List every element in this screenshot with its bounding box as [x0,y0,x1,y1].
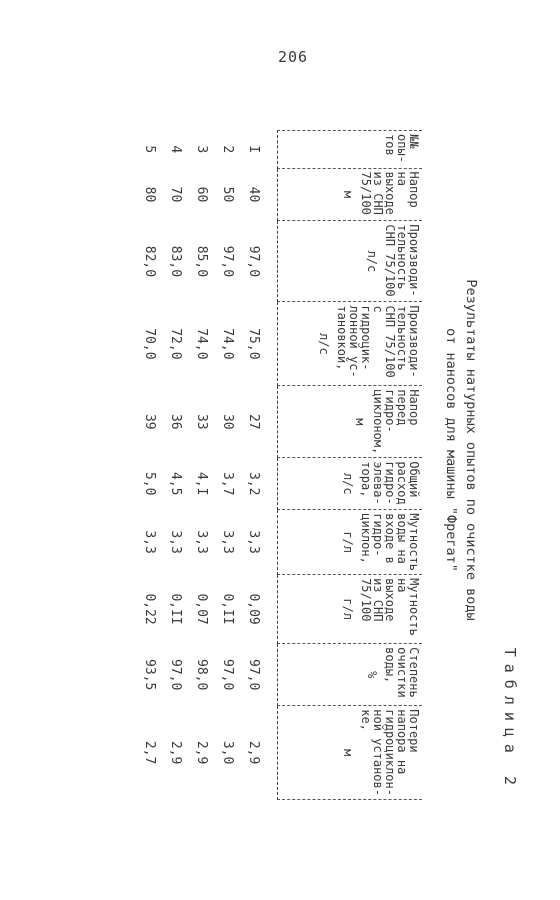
table-cell: 74,0 [220,328,236,360]
table-cell: 0,09 [246,593,262,625]
col-header: Напор на выходе из СНП 75/100 м [278,168,423,221]
col-header: Мутность воды на входе в гидро- циклон, г/л [278,510,423,575]
col-header: Производи- тельность СНП 75/100 с гидроцик- лонной ус- тановкой, л/с [278,302,423,386]
col-unit: м [353,418,367,426]
col-unit: % [365,671,379,679]
table-cell: 30 [220,413,236,430]
table-cell: 27 [246,413,262,430]
table-cell: 97,0 [220,245,236,278]
table-cell: 75,0 [246,328,262,360]
table-cell: 40 [246,186,262,203]
table-cell: 3,3 [220,530,236,554]
col-unit: л/с [365,250,379,273]
page-number: 206 [278,48,309,66]
table-cell: 60 [194,186,210,203]
table-cell: 4 [168,145,184,154]
table-cell: 72,0 [168,328,184,360]
table-row [163,131,189,800]
col-header: Производи- тельность СНП 75/100 л/с [278,221,423,302]
table-cell: 2,9 [246,740,262,765]
table-cell: 39 [142,413,158,430]
table-cell: 3,2 [246,472,262,496]
col-unit: м [341,190,355,199]
table-cell: 0,22 [142,593,158,625]
table-cell: 74,0 [194,328,210,360]
table-cell: 70 [168,186,184,203]
table-cell: 80 [142,186,158,203]
col-header: №№ опы- тов [278,131,423,169]
table-cell: 2,7 [142,740,158,765]
table-cell: 0,07 [194,593,210,625]
table-row [137,131,163,800]
table-cell: 2,9 [194,740,210,765]
col-header: Напор перед гидро- циклоном, м [278,386,423,458]
table-label: Таблица 2 [501,647,519,792]
col-header: Мутность на выходе из СНП 75/100 г/л [278,575,423,644]
table-row [215,131,241,800]
table-cell: 97,0 [168,659,184,691]
table-cell: 70,0 [142,328,158,360]
table-cell: 83,0 [168,245,184,278]
table-cell: 3,3 [142,530,158,554]
table-cell: 3,7 [220,472,236,496]
table-cell: 98,0 [194,659,210,691]
table-cell: 5,0 [142,472,158,496]
table-cell: 93,5 [142,659,158,691]
table-row [189,131,215,800]
table-cell: 82,0 [142,245,158,278]
table-cell: 2,9 [168,740,184,765]
col-header: Потери напора на гидроциклон- ной установ- ке, м [278,706,423,800]
col-header: Степень очистки воды, % [278,644,423,706]
table-cell: I [246,145,262,154]
table-title [441,100,481,800]
rotated-table-region [97,100,527,800]
table-cell: 3,3 [246,530,262,554]
col-unit: г/л [341,598,355,620]
table-cell: 97,0 [246,245,262,278]
table-title-line-1: Результаты натурных опытов по очистке воды [463,279,479,621]
col-unit: г/л [341,531,355,553]
table-cell: 3 [194,145,210,154]
col-unit: л/с [317,333,331,355]
table-cell: 36 [168,413,184,430]
table-cell: 3,3 [194,530,210,554]
table-cell: 3,3 [168,530,184,554]
table-cell: 5 [142,145,158,154]
table-cell: 3,0 [220,740,236,765]
table-cell: 97,0 [220,659,236,691]
table-row [241,131,278,800]
col-header: Общий расход гидро- элева- тора, л/с [278,458,423,510]
table-cell: 97,0 [246,659,262,691]
table-cell: 33 [194,413,210,430]
table-cell: 85,0 [194,245,210,278]
table-cell: 4,I [194,472,210,496]
table-cell: 0,II [168,593,184,625]
table-cell: 50 [220,186,236,203]
col-unit: л/с [341,472,355,495]
table-title-line-2: от наносов для машины "Фрегат" [443,328,459,572]
col-unit: м [341,749,355,757]
table-cell: 2 [220,145,236,154]
table-cell: 0,II [220,593,236,625]
header-row [278,131,423,800]
table-cell: 4,5 [168,472,184,496]
results-table [137,130,422,800]
